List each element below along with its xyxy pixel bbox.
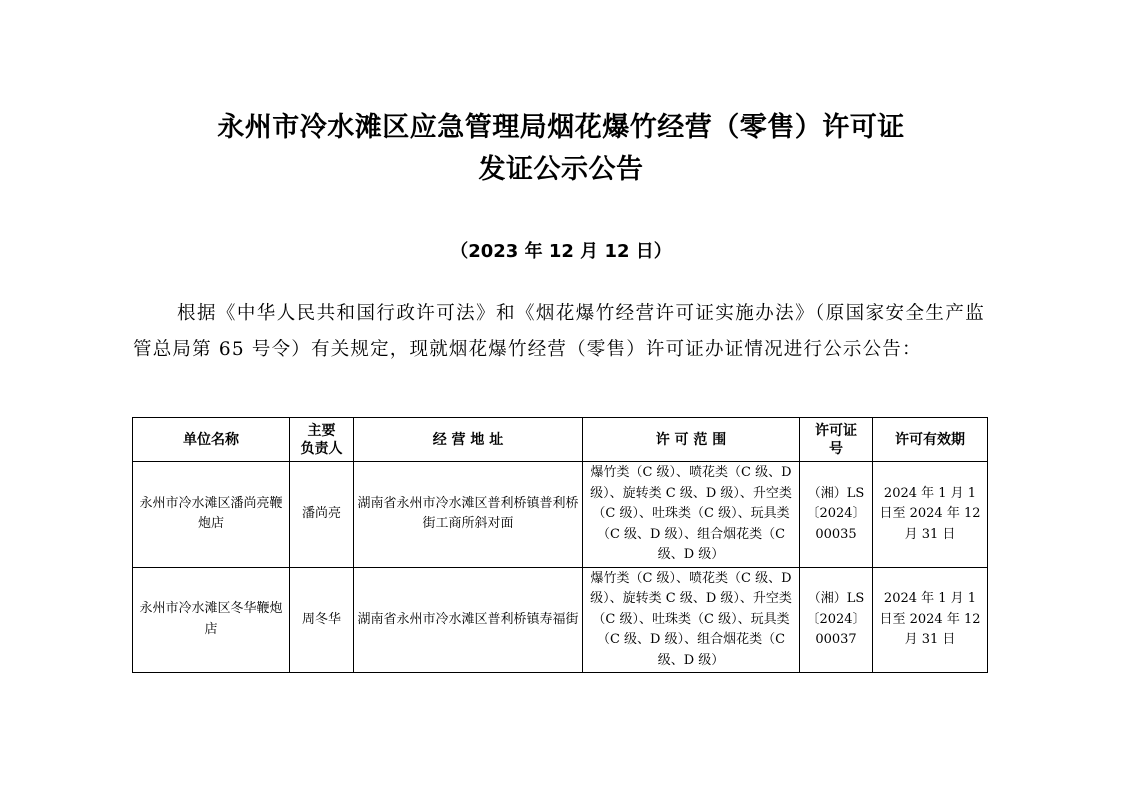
- intro-paragraph: 根据《中华人民共和国行政许可法》和《烟花爆竹经营许可证实施办法》（原国家安全生产监管总局第 65 号令）有关规定，现就烟花爆竹经营（零售）许可证办证情况进行公示公告：: [133, 303, 985, 360]
- cell-address: 湖南省永州市冷水滩区普利桥镇寿福街: [354, 567, 583, 673]
- table-row: [133, 567, 988, 673]
- permit-table: [132, 417, 988, 673]
- document-title: 永州市冷水滩区应急管理局烟花爆竹经营（零售）许可证: [217, 112, 905, 143]
- cell-license-number: （湘）LS〔2024〕00035: [800, 462, 873, 568]
- header-person-line1: 主要: [307, 422, 336, 439]
- table-header-row: [133, 418, 988, 462]
- header-unit-name: 单位名称: [133, 418, 290, 462]
- header-person-in-charge: [290, 418, 354, 462]
- cell-unit-name: 永州市冷水滩区潘尚亮鞭炮店: [133, 462, 290, 568]
- header-license-number: [800, 418, 873, 462]
- publication-date: （2023 年 12 月 12 日）: [450, 241, 672, 262]
- header-license-line2: 号: [829, 440, 843, 457]
- cell-scope: 爆竹类（C 级）、喷花类（C 级、D 级）、旋转类 C 级、D 级）、升空类（C 级）、吐珠类（C 级）、玩具类（C 级、D 级）、组合烟花类（C 级、D 级）: [583, 567, 800, 673]
- cell-unit-name: 永州市冷水滩区冬华鞭炮店: [133, 567, 290, 673]
- header-license-line1: 许可证: [815, 422, 857, 439]
- cell-scope: 爆竹类（C 级）、喷花类（C 级、D 级）、旋转类 C 级、D 级）、升空类（C 级）、吐珠类（C 级）、玩具类（C 级、D 级）、组合烟花类（C 级、D 级）: [583, 462, 800, 568]
- cell-validity: 2024 年 1 月 1 日至 2024 年 12 月 31 日: [873, 567, 988, 673]
- document-subtitle: 发证公示公告: [478, 154, 644, 185]
- header-person-line2: 负责人: [300, 440, 343, 457]
- cell-validity: 2024 年 1 月 1 日至 2024 年 12 月 31 日: [873, 462, 988, 568]
- header-validity: 许可有效期: [873, 418, 988, 462]
- header-scope: 许 可 范 围: [583, 418, 800, 462]
- table-row: [133, 462, 988, 568]
- cell-license-number: （湘）LS〔2024〕00037: [800, 567, 873, 673]
- cell-person: 周冬华: [290, 567, 354, 673]
- header-address: 经 营 地 址: [354, 418, 583, 462]
- cell-address: 湖南省永州市冷水滩区普利桥镇普利桥街工商所斜对面: [354, 462, 583, 568]
- cell-person: 潘尚亮: [290, 462, 354, 568]
